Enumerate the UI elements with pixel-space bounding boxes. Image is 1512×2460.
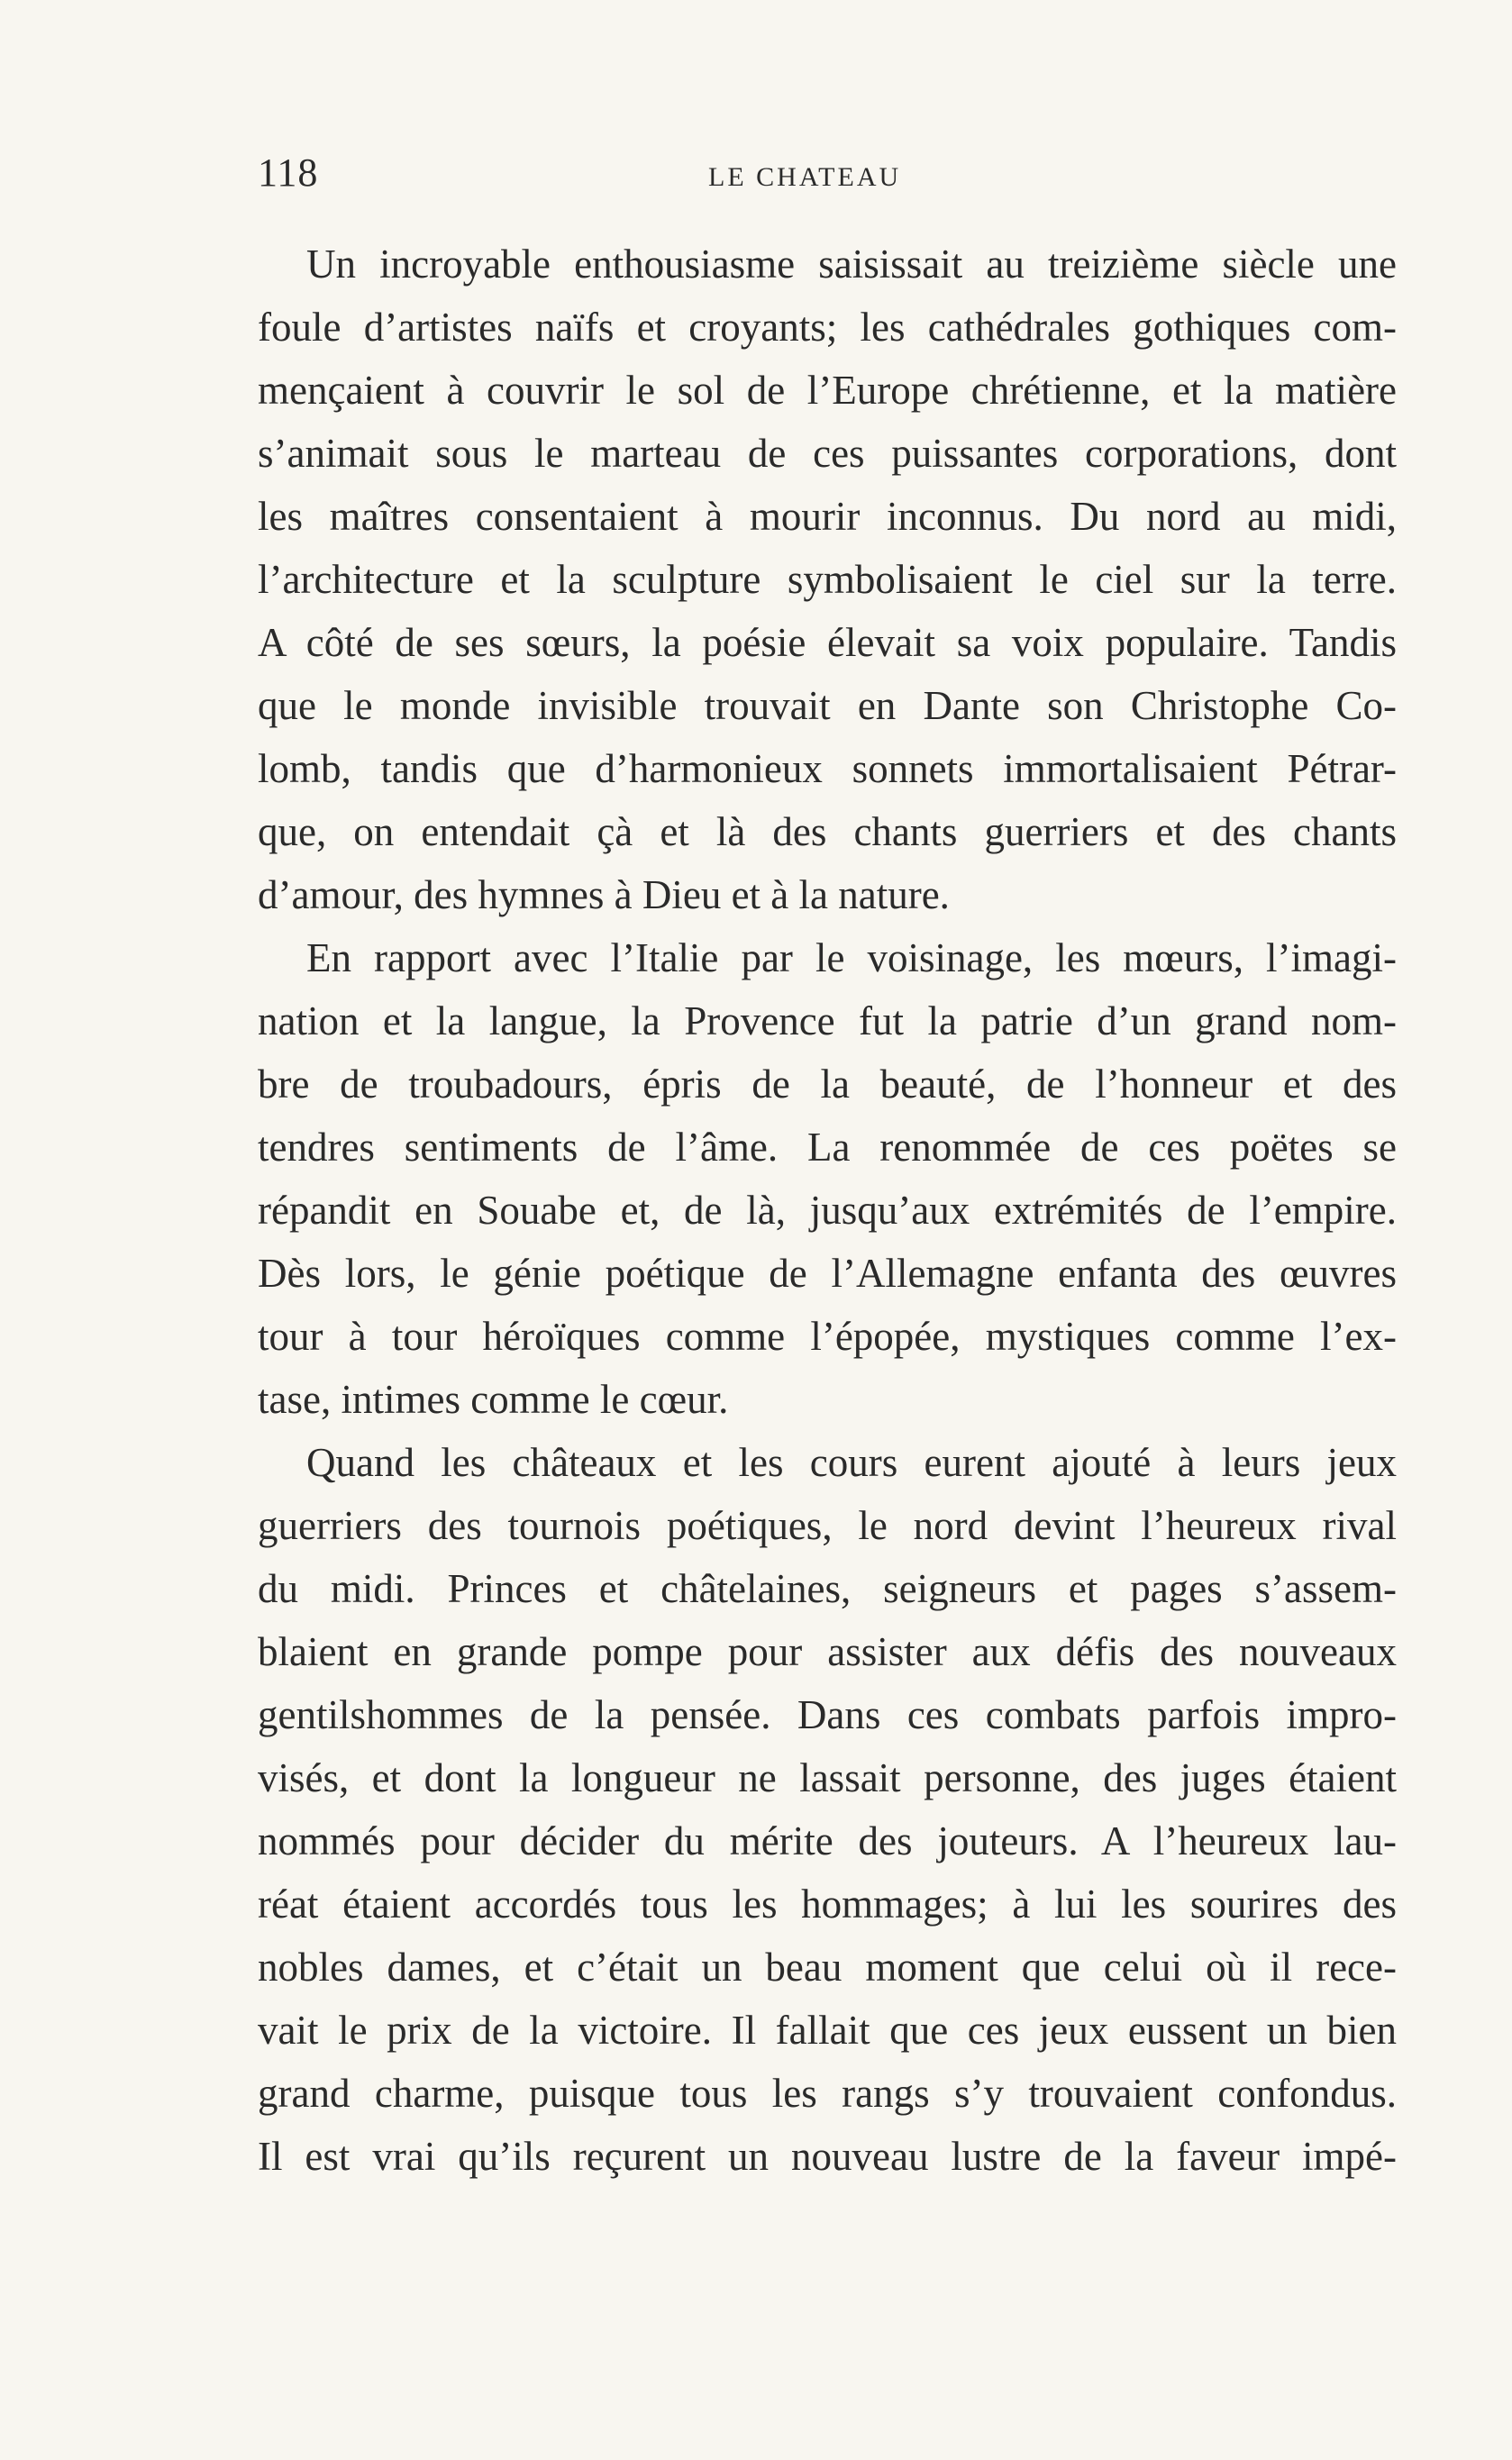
text-line: tase, intimes comme le cœur. xyxy=(258,1377,729,1422)
text-line: gentilshommes de la pensée. Dans ces combats parfois impro- xyxy=(258,1692,1397,1737)
text-line: que le monde invisible trouvait en Dante son Christophe Co- xyxy=(258,683,1397,728)
text-line: réat étaient accordés tous les hommages; à lui les sourires des xyxy=(258,1881,1397,1927)
text-line: mençaient à couvrir le sol de l’Europe chrétienne, et la matière xyxy=(258,368,1397,413)
text-line: tendres sentiments de l’âme. La renommée de ces poëtes se xyxy=(258,1125,1397,1170)
text-line: du midi. Princes et châtelaines, seigneurs et pages s’assem- xyxy=(258,1566,1397,1611)
text-line: s’animait sous le marteau de ces puissantes corporations, dont xyxy=(258,431,1397,476)
running-head: LE CHATEAU xyxy=(708,162,902,192)
text-line: Un incroyable enthousiasme saisissait au treizième siècle une xyxy=(306,241,1397,287)
text-line: que, on entendait çà et là des chants guerriers et des chants xyxy=(258,809,1397,854)
text-line: guerriers des tournois poétiques, le nord devint l’heureux rival xyxy=(258,1503,1397,1548)
text-line: Dès lors, le génie poétique de l’Allemagne enfanta des œuvres xyxy=(258,1251,1397,1296)
text-line: blaient en grande pompe pour assister aux défis des nouveaux xyxy=(258,1629,1397,1674)
text-line: foule d’artistes naïfs et croyants; les cathédrales gothiques com- xyxy=(258,305,1397,350)
page-number: 118 xyxy=(258,150,319,195)
text-line: tour à tour héroïques comme l’épopée, mystiques comme l’ex- xyxy=(258,1314,1397,1359)
text-line: lomb, tandis que d’harmonieux sonnets immortalisaient Pétrar- xyxy=(258,746,1397,791)
text-line: grand charme, puisque tous les rangs s’y trouvaient confondus. xyxy=(258,2071,1397,2116)
text-line: En rapport avec l’Italie par le voisinage, les mœurs, l’imagi- xyxy=(306,935,1397,980)
text-line: bre de troubadours, épris de la beauté, de l’honneur et des xyxy=(258,1061,1397,1107)
text-line: nobles dames, et c’était un beau moment que celui où il rece- xyxy=(258,1945,1397,1990)
text-line: nation et la langue, la Provence fut la patrie d’un grand nom- xyxy=(258,998,1397,1043)
text-line: A côté de ses sœurs, la poésie élevait sa voix populaire. Tandis xyxy=(258,620,1397,665)
text-line: Quand les châteaux et les cours eurent ajouté à leurs jeux xyxy=(306,1440,1397,1485)
text-line: vait le prix de la victoire. Il fallait que ces jeux eussent un bien xyxy=(258,2008,1397,2053)
text-line: Il est vrai qu’ils reçurent un nouveau lustre de la faveur impé- xyxy=(258,2134,1397,2179)
body-text xyxy=(258,232,1397,2188)
text-line: les maîtres consentaient à mourir inconnus. Du nord au midi, xyxy=(258,494,1397,539)
text-line: d’amour, des hymnes à Dieu et à la nature. xyxy=(258,872,950,917)
text-line: répandit en Souabe et, de là, jusqu’aux extrémités de l’empire. xyxy=(258,1188,1397,1233)
text-line: visés, et dont la longueur ne lassait personne, des juges étaient xyxy=(258,1755,1397,1800)
text-line: l’architecture et la sculpture symbolisaient le ciel sur la terre. xyxy=(258,557,1397,602)
text-line: nommés pour décider du mérite des jouteurs. A l’heureux lau- xyxy=(258,1818,1397,1863)
